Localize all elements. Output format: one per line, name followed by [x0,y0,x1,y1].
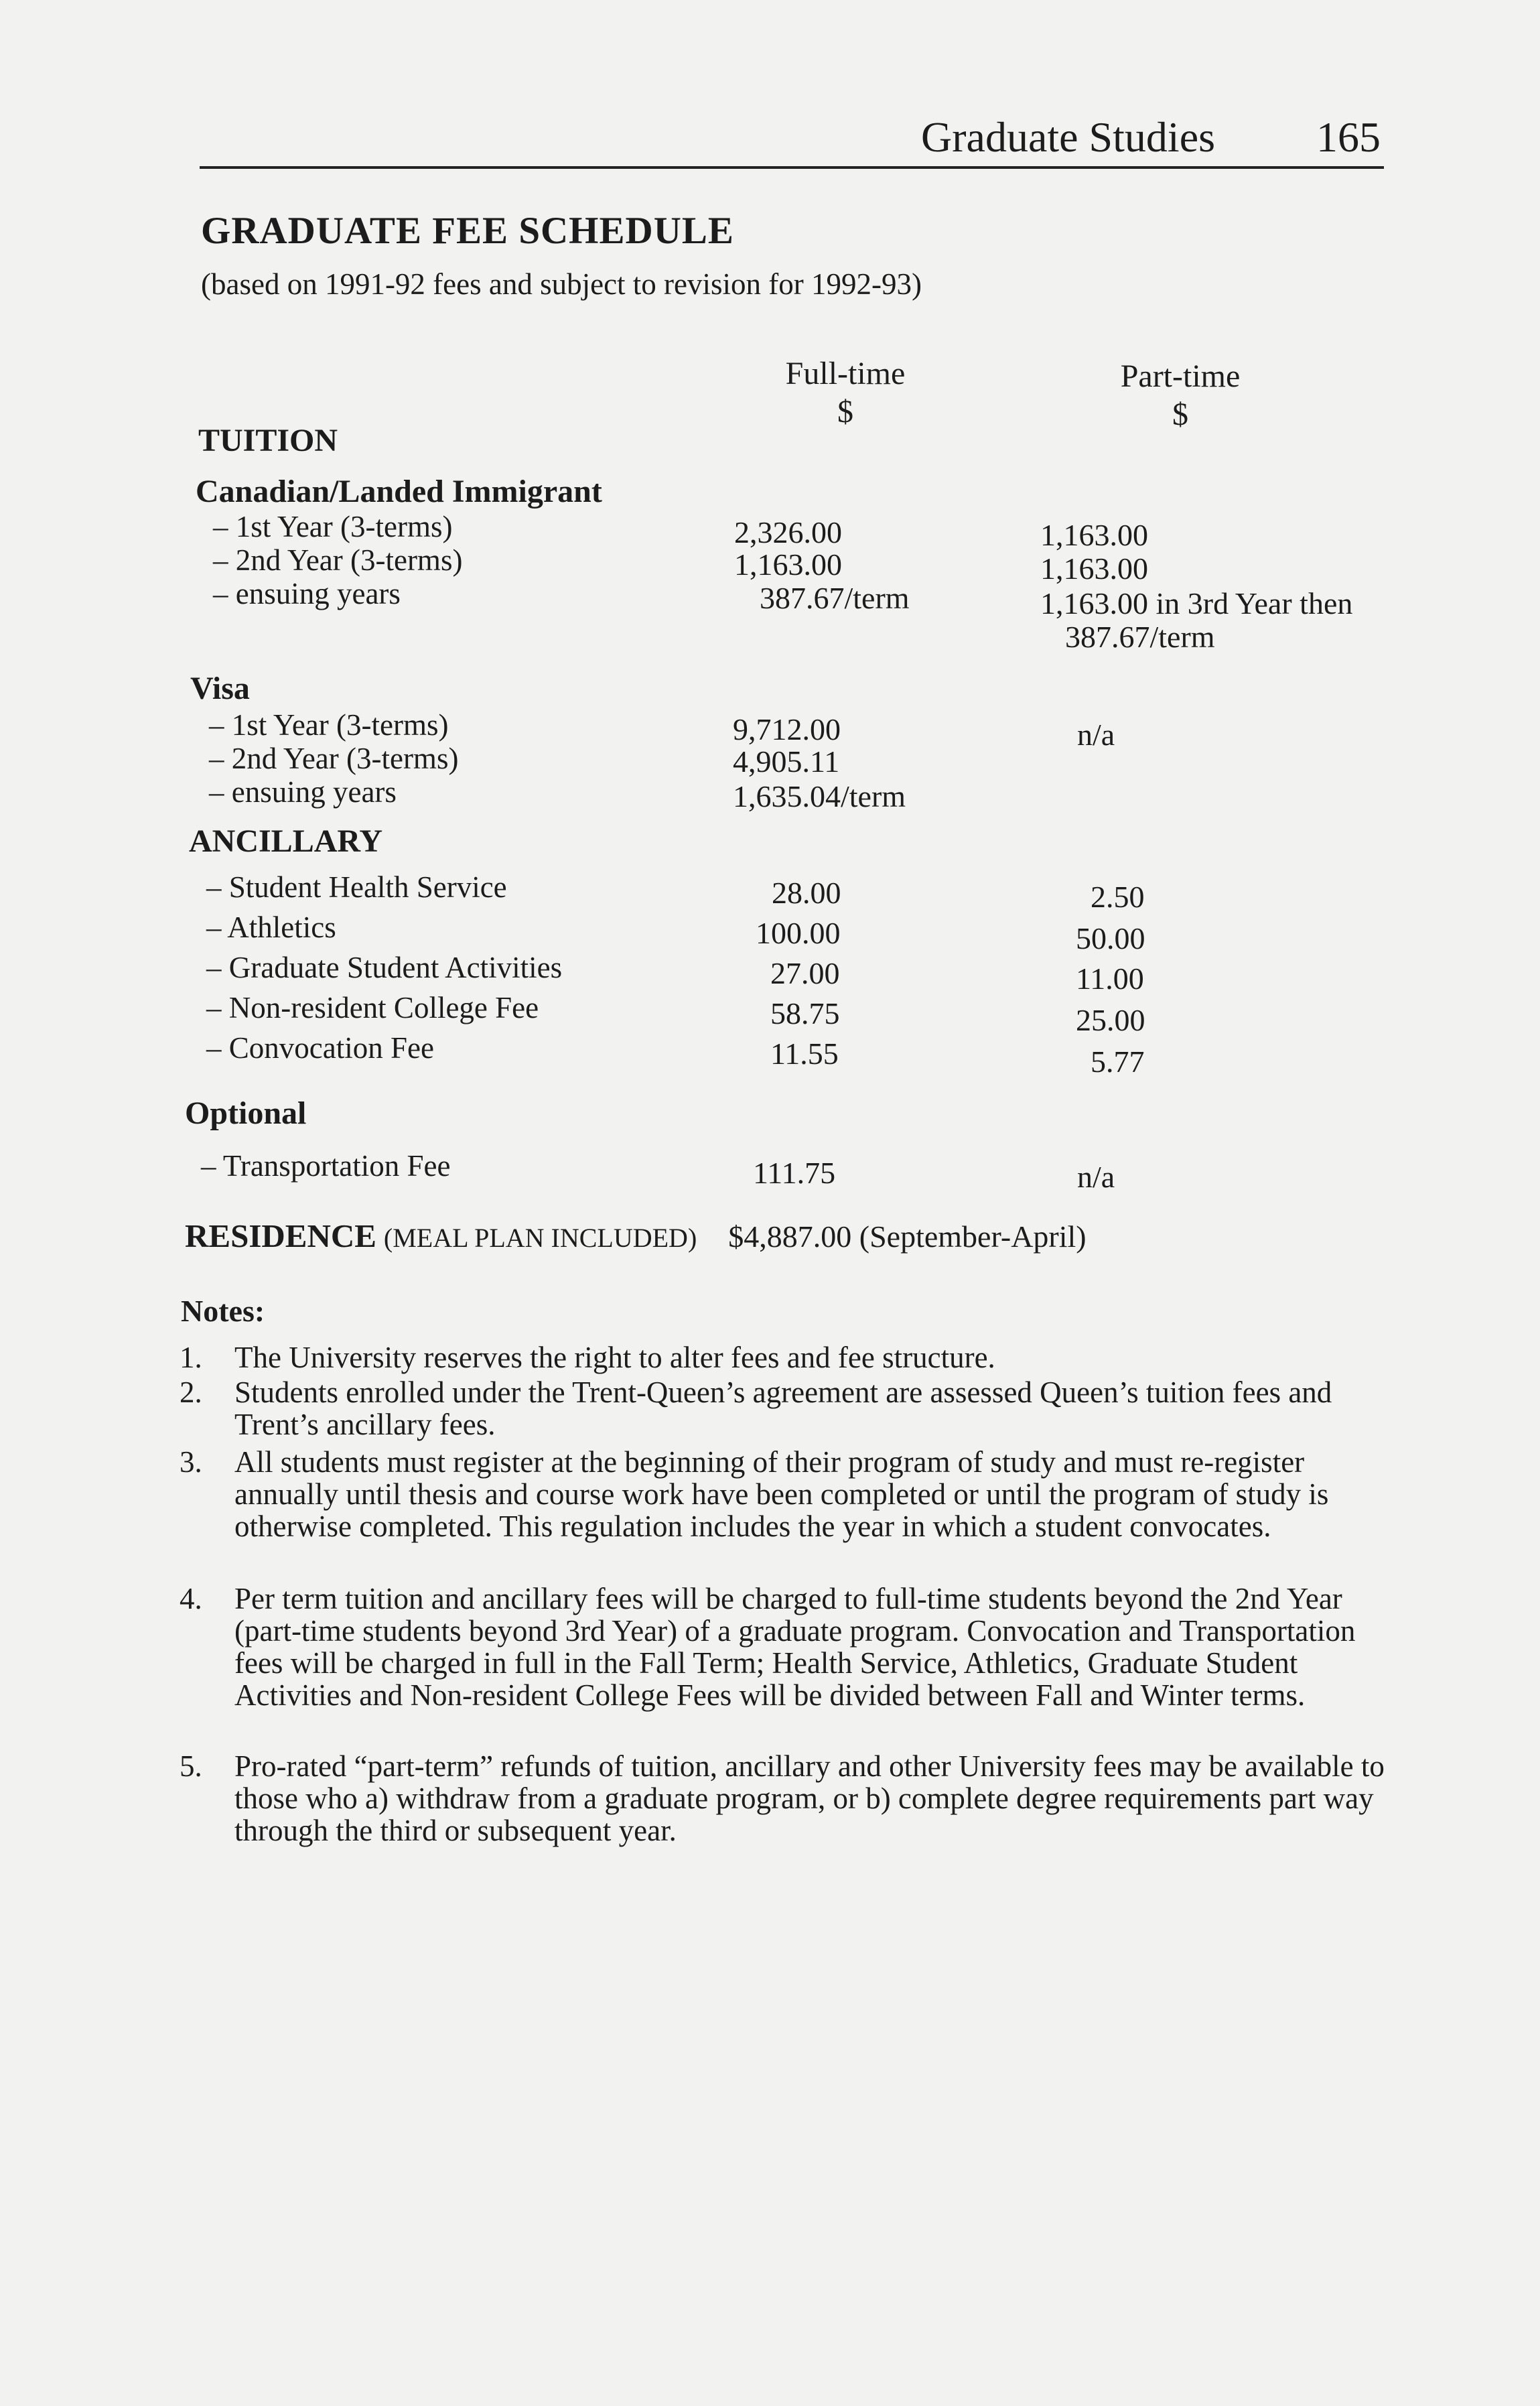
residence-label: RESIDENCE [185,1217,376,1254]
note-text: All students must register at the beginning of their program of study and must re-register annually until thesis and course work have been completed or until the program of study is otherwise completed. This regulation includes the year in which a student convocates. [234,1445,1329,1543]
fee-label: – 2nd Year (3-terms) [213,543,463,577]
fee-full-time: 4,905.11 [733,744,840,779]
fee-part-time-continued: 387.67/term [1065,620,1215,654]
fee-part-time: 5.77 [1091,1045,1145,1079]
residence-amount: $4,887.00 (September-April) [728,1219,1087,1254]
fee-part-time: 2.50 [1091,880,1145,914]
fee-label: – Graduate Student Activities [206,951,563,984]
fee-part-time: 1,163.00 [1040,518,1148,552]
column-header-part-time [1040,358,1321,433]
page-title: GRADUATE FEE SCHEDULE [201,210,734,252]
column-header-full-time [705,355,986,430]
fee-full-time: 1,163.00 [734,547,842,582]
fee-full-time: 100.00 [756,916,841,950]
section-heading-tuition: TUITION [198,423,338,458]
subheading-optional: Optional [185,1095,307,1131]
fee-full-time: 58.75 [770,996,840,1030]
fee-part-time: 25.00 [1076,1003,1145,1037]
fee-full-time: 1,635.04/term [733,779,906,813]
column-label-full-time: Full-time [785,356,906,391]
fee-label: – ensuing years [213,577,401,610]
fee-part-time: 1,163.00 [1040,551,1148,586]
subheading-visa: Visa [190,671,250,706]
note-text: Per term tuition and ancillary fees will be charged to full-time students beyond the 2nd Year (part-time students beyond 3rd Year) of a graduate program. Convocation and Transportation fees will be charged in full in the Fall Term; Health Service, Athletics, Graduate Student Activities and Non-resident College Fees will be divided between Fall and Winter terms. [234,1582,1356,1712]
note-number: 5. [180,1749,202,1783]
fee-label: – Non-resident College Fee [206,991,539,1024]
currency-symbol: $ [1172,397,1188,432]
fee-label: – 2nd Year (3-terms) [209,742,459,775]
note-text: Students enrolled under the Trent-Queen’s agreement are assessed Queen’s tuition fees and Trent’s ancillary fees. [234,1376,1332,1441]
column-label-part-time: Part-time [1120,358,1241,394]
page-number: 165 [1316,113,1381,161]
fee-label: – 1st Year (3-terms) [209,708,449,742]
fee-label: – Convocation Fee [206,1031,434,1065]
currency-symbol: $ [837,394,853,429]
fee-full-time: 28.00 [772,876,841,910]
fee-part-time: n/a [1077,718,1115,752]
fee-label: – ensuing years [209,775,397,809]
note-number: 1. [180,1341,202,1374]
fee-full-time: 111.75 [753,1156,836,1190]
fee-label: – Student Health Service [206,870,507,904]
header-rule [200,166,1384,169]
page-subtitle: (based on 1991-92 fees and subject to revision for 1992-93) [201,267,922,301]
fee-label: – Transportation Fee [201,1149,451,1183]
note-number: 4. [180,1582,202,1615]
running-head: Graduate Studies [921,113,1215,161]
residence-meal-note: (MEAL PLAN INCLUDED) [383,1223,697,1253]
fee-full-time: 387.67/term [760,581,910,615]
fee-part-time: 1,163.00 in 3rd Year then [1040,586,1353,620]
fee-label: – 1st Year (3-terms) [213,510,453,543]
note-number: 2. [180,1376,202,1409]
fee-full-time: 9,712.00 [733,712,841,746]
fee-part-time: 50.00 [1076,921,1145,955]
notes-heading: Notes: [181,1294,265,1328]
subheading-canadian: Canadian/Landed Immigrant [196,474,602,509]
note-number: 3. [180,1445,202,1479]
section-heading-ancillary: ANCILLARY [189,823,383,859]
fee-part-time: n/a [1077,1160,1115,1194]
note-text: The University reserves the right to alter fees and fee structure. [234,1341,995,1374]
fee-label: – Athletics [206,911,336,944]
note-text: Pro-rated “part-term” refunds of tuition, ancillary and other University fees may be available to those who a) withdraw from a graduate program, or b) complete degree requirements part way through the third or subsequent year. [234,1749,1385,1847]
fee-full-time: 11.55 [770,1037,839,1071]
fee-part-time: 11.00 [1076,961,1144,996]
residence-line [185,1217,1087,1255]
fee-full-time: 2,326.00 [734,515,842,549]
fee-full-time: 27.00 [770,956,840,990]
